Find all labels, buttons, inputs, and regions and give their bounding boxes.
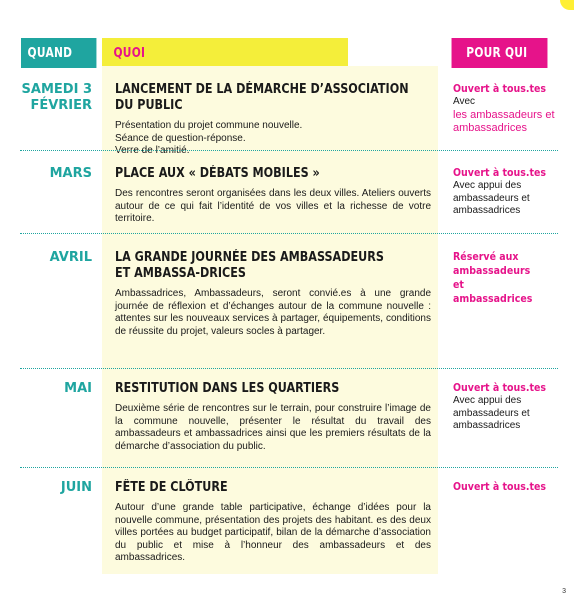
row-content — [115, 480, 431, 565]
audience-line: Avec — [453, 96, 476, 107]
audience-lead: Ouvert à tous.tes — [453, 480, 547, 493]
audience-lead: Réservé aux ambassadeurs et ambassadrices — [453, 250, 533, 305]
row-divider — [20, 150, 558, 151]
row-description: Présentation du projet commune nouvelle. Séance de question-réponse. Verre de l’amitié. — [115, 120, 303, 156]
row-date: JUIN — [60, 480, 92, 495]
row-audience — [453, 381, 563, 433]
audience-lead: Ouvert à tous.tes — [453, 381, 547, 394]
row-title: RESTITUTION DANS LES QUARTIERS — [115, 381, 340, 396]
header-pour-qui: POUR QUI — [452, 38, 548, 68]
row-description: Des rencontres seront organisées dans les deux villes. Ateliers ouverts autour de ce qui fait l’identité de vos villes et la richesse de votre territoire. — [115, 188, 431, 224]
row-date: MARS — [49, 166, 92, 181]
row-date: MAI — [64, 381, 92, 396]
row-content — [115, 381, 431, 453]
page-number: 3 — [562, 588, 566, 595]
row-description: Autour d’une grande table participative, échange d’idées pour la nouvelle commune, présentation des projets des habitant. es des deux villes portées au budget participatif, bilan de la démarche d’association du public et mise à l’honneur des ambassadeurs et des ambassadrices. — [115, 502, 431, 563]
row-date: AVRIL — [49, 250, 92, 265]
row-title: FÊTE DE CLÔTURE — [115, 480, 228, 495]
row-divider — [20, 467, 558, 468]
row-content — [115, 82, 431, 158]
row-title: LANCEMENT DE LA DÉMARCHE D’ASSOCIATION DU PUBLIC — [115, 82, 409, 113]
header-quoi: QUOI — [102, 38, 348, 68]
audience-detail: les ambassadeurs et ambassadrices — [453, 108, 555, 134]
row-title: LA GRANDE JOURNÉE DES AMBASSADEURS ET AMBASSA-DRICES — [115, 250, 384, 281]
row-description: Deuxième série de rencontres sur le terrain, pour construire l’image de la commune nouvelle, présenter le résultat du travail des ambassadeurs et ambassadrices ainsi que les premiers résultats de la démarche d’association du public. — [115, 403, 431, 452]
row-audience — [453, 480, 563, 494]
row-divider — [20, 233, 558, 234]
row-description: Ambassadrices, Ambassadeurs, seront convié.es à une grande journée de réflexion et d’échanges autour de la commune nouvelle : attentes sur les nouveaux services à partager, équipements, conditions de réussite du projet, valeurs socles à partager. — [115, 288, 431, 337]
row-audience — [453, 82, 563, 135]
audience-lead: Ouvert à tous.tes — [453, 82, 547, 95]
header-quand: QUAND — [21, 38, 96, 68]
row-audience — [453, 166, 563, 218]
corner-decoration — [560, 0, 574, 10]
row-title: PLACE AUX « DÉBATS MOBILES » — [115, 166, 320, 181]
audience-lead: Ouvert à tous.tes — [453, 166, 547, 179]
row-content — [115, 250, 431, 338]
row-divider — [20, 368, 558, 369]
row-audience — [453, 250, 563, 306]
row-content — [115, 166, 431, 226]
audience-line: Avec appui des ambassadeurs et ambassadrices — [453, 180, 530, 216]
row-date: SAMEDI 3 FÉVRIER — [21, 82, 92, 113]
audience-line: Avec appui des ambassadeurs et ambassadrices — [453, 395, 530, 431]
